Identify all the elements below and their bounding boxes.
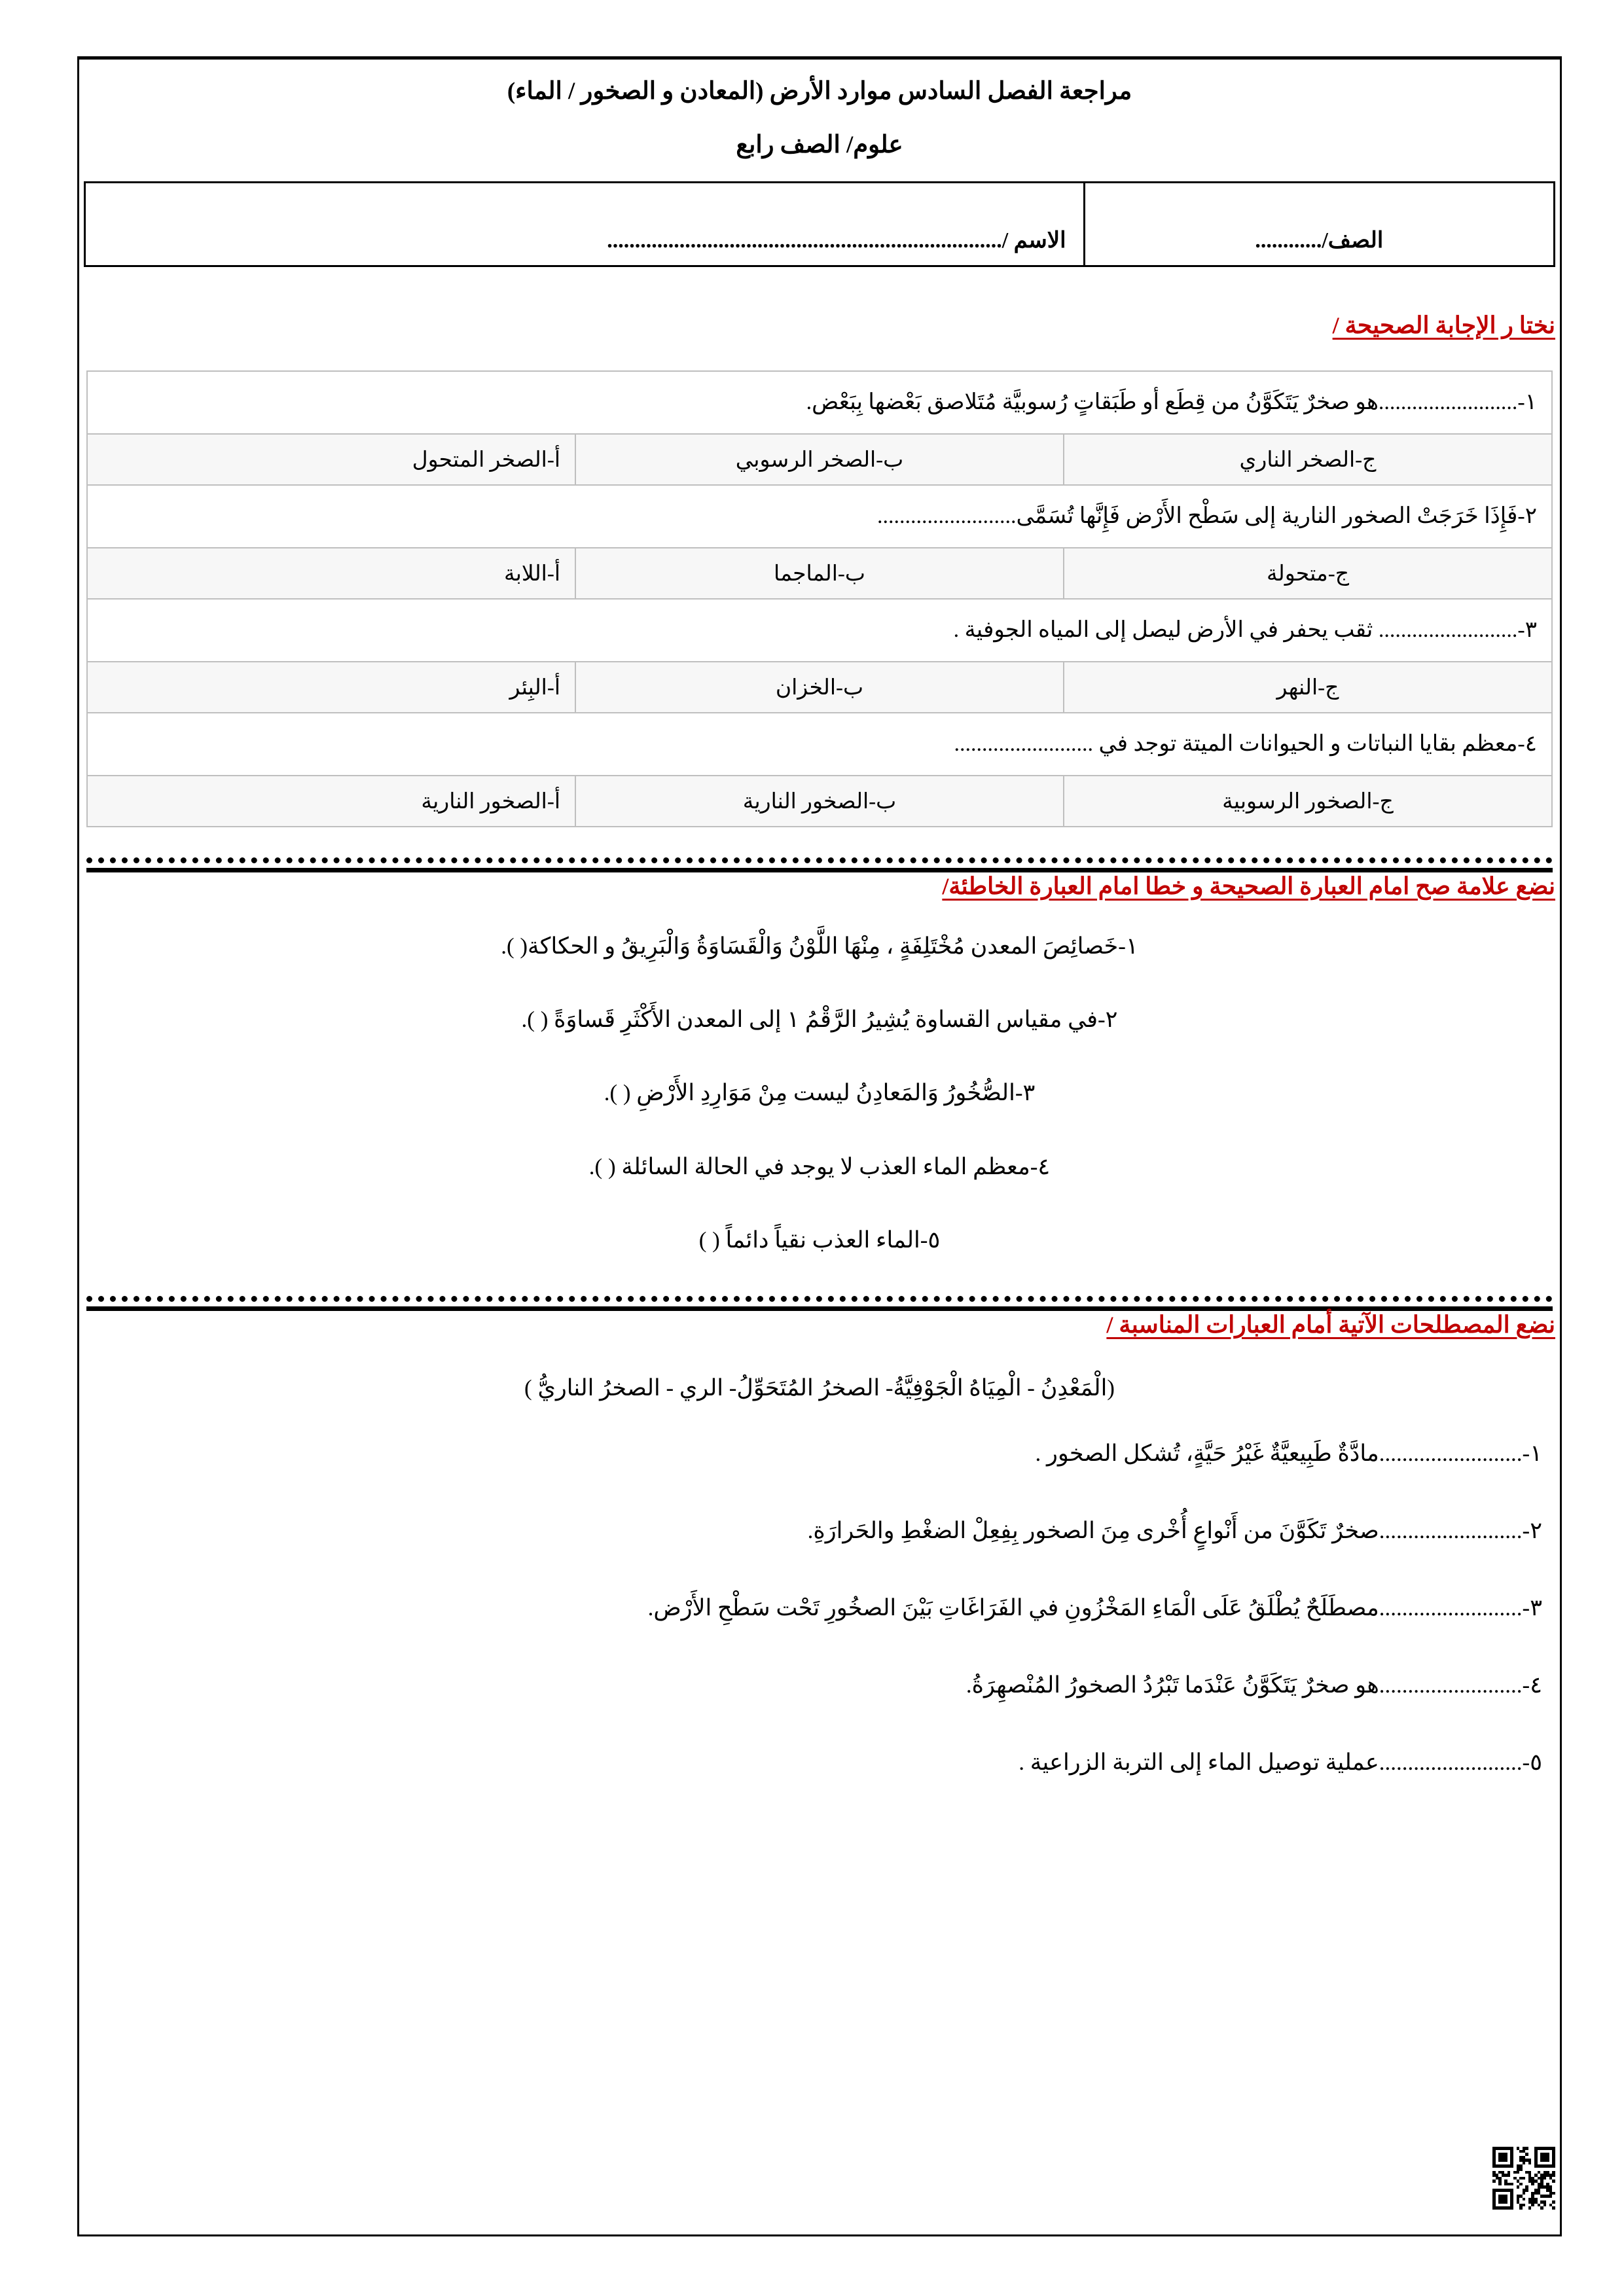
- page-subtitle: علوم/ الصف رابع: [736, 131, 903, 158]
- mcq-table: [86, 370, 1553, 827]
- question-4-option-b[interactable]: ب-الصخور النارية: [575, 776, 1064, 827]
- table-row: [87, 599, 1552, 662]
- section-2-heading: نضع علامة صح امام العبارة الصحيحة و خطا امام العبارة الخاطئة/: [942, 872, 1555, 899]
- question-1-option-c[interactable]: ج-الصخر الناري: [1064, 434, 1552, 485]
- dotted-rule: [86, 857, 1553, 863]
- list-item[interactable]: ١-.........................مادَّةٌ طَبِيعيَّةٌ غَيْرُ حَيَّةٍ، تُشكل الصخور .: [1035, 1441, 1542, 1467]
- class-field[interactable]: الصف/............: [1084, 182, 1554, 266]
- section-3-heading: نضع المصطلحات الآتية أمام العبارات المناسبة /: [1106, 1312, 1555, 1338]
- question-3-option-b[interactable]: ب-الخزان: [575, 662, 1064, 713]
- solid-rule: [86, 868, 1553, 872]
- qr-code: [1492, 2147, 1555, 2210]
- list-item[interactable]: ٥-.........................عملية توصيل الماء إلى التربة الزراعية .: [1019, 1749, 1542, 1776]
- question-3-option-c[interactable]: ج-النهر: [1064, 662, 1552, 713]
- list-item[interactable]: ٢-.........................صخرٌ تَكَوَّنَ من أَنْواعٍ أُخْرى مِنَ الصخور بِفِعِلْ الضغْطِ والحَرارَةِ.: [807, 1518, 1542, 1544]
- question-2-option-b[interactable]: ب-الماجما: [575, 548, 1064, 599]
- list-item[interactable]: ٤-معظم الماء العذب لا يوجد في الحالة السائلة ( ).: [588, 1153, 1051, 1179]
- list-item[interactable]: ٣-.........................مصطَلَحٌ يُطْلَقُ عَلَى الْمَاءِ المَخْزُونِ في الفَرَاغَاتِ بَيْنَ الصخُورِ تَحْت سَطْحِ الأَرْض.: [647, 1595, 1542, 1621]
- question-1-option-a[interactable]: أ-الصخر المتحول: [87, 434, 575, 485]
- question-4-option-c[interactable]: ج-الصخور الرسوبية: [1064, 776, 1552, 827]
- question-3-text: ٣-......................... ثقب يحفر في الأرض ليصل إلى المياه الجوفية .: [87, 599, 1552, 662]
- list-item[interactable]: ٢-في مقياس القساوة يُشِيرُ الرَّقْمُ ١ إلى المعدن الأَكْثَرِ قَساوَةً ( ).: [521, 1007, 1118, 1033]
- table-row: [87, 371, 1552, 434]
- dotted-rule: [86, 1296, 1553, 1302]
- question-1-text: ١-.........................هو صخرٌ يَتَكَوَّنُ من قِطَع أو طَبَقاتٍ رُسوبيَّة مُتَلاصق بَعْضها بِبَعْض.: [87, 371, 1552, 434]
- list-item[interactable]: ٤-.........................هو صخرٌ يَتَكَوَّنُ عَنْدَما تَبْرُدُ الصخورُ المُنْصهِرَةُ.: [965, 1672, 1542, 1698]
- question-1-option-b[interactable]: ب-الصخر الرسوبي: [575, 434, 1064, 485]
- list-item[interactable]: ٣-الصُّخُورُ وَالمَعادِنُ ليست مِنْ مَوَارِدِ الأَرْضِ ( ).: [604, 1080, 1036, 1106]
- student-info-table: [84, 181, 1555, 267]
- question-4-text: ٤-معظم بقايا النباتات و الحيوانات الميتة توجد في .........................: [87, 713, 1552, 776]
- section-separator-2: [86, 1296, 1553, 1311]
- name-field[interactable]: الاسم /.......................................................................: [85, 182, 1085, 266]
- question-2-option-c[interactable]: ج-متحولة: [1064, 548, 1552, 599]
- table-row: [87, 485, 1552, 548]
- table-row: [87, 548, 1552, 599]
- table-row: [87, 434, 1552, 485]
- page-title: مراجعة الفصل السادس موارد الأرض (المعادن و الصخور / الماء): [507, 78, 1132, 105]
- fill-in-list: [77, 1435, 1562, 1781]
- solid-rule: [86, 1306, 1553, 1311]
- list-item[interactable]: ١-خَصائِصَ المعدن مُخْتَلِفَةٍ ، مِنْهَا اللَّوْنُ وَالْقَسَاوَةُ وَالْبَرِيقُ و الحكاكة( ).: [501, 933, 1138, 959]
- question-4-option-a[interactable]: أ-الصخور النارية: [87, 776, 575, 827]
- table-row: [85, 182, 1555, 266]
- question-3-option-a[interactable]: أ-البِئر: [87, 662, 575, 713]
- section-separator-1: [86, 857, 1553, 872]
- term-bank: (الْمَعْدِنُ - الْمِيَاهُ الْجَوْفِيَّةُ- الصخرُ المُتَحَوِّلُ- الري - الصخرُ الناريُّ ): [524, 1375, 1115, 1401]
- true-false-list: [77, 929, 1562, 1258]
- page-content: [77, 60, 1562, 1821]
- table-row: [87, 662, 1552, 713]
- table-row: [87, 713, 1552, 776]
- section-1-heading: نختا ر الإجابة الصحيحة /: [1332, 312, 1555, 338]
- title-block: [77, 60, 1562, 159]
- question-2-option-a[interactable]: أ-اللابة: [87, 548, 575, 599]
- table-row: [87, 776, 1552, 827]
- question-2-text: ٢-فَإِذَا خَرَجَتْ الصخور النارية إلى سَطْح الأَرْض فَإِنَّها تُسَمَّى.........................: [87, 485, 1552, 548]
- list-item[interactable]: ٥-الماء العذب نقياً دائماً ( ): [698, 1227, 941, 1253]
- page-border-bottom: [77, 2234, 1562, 2236]
